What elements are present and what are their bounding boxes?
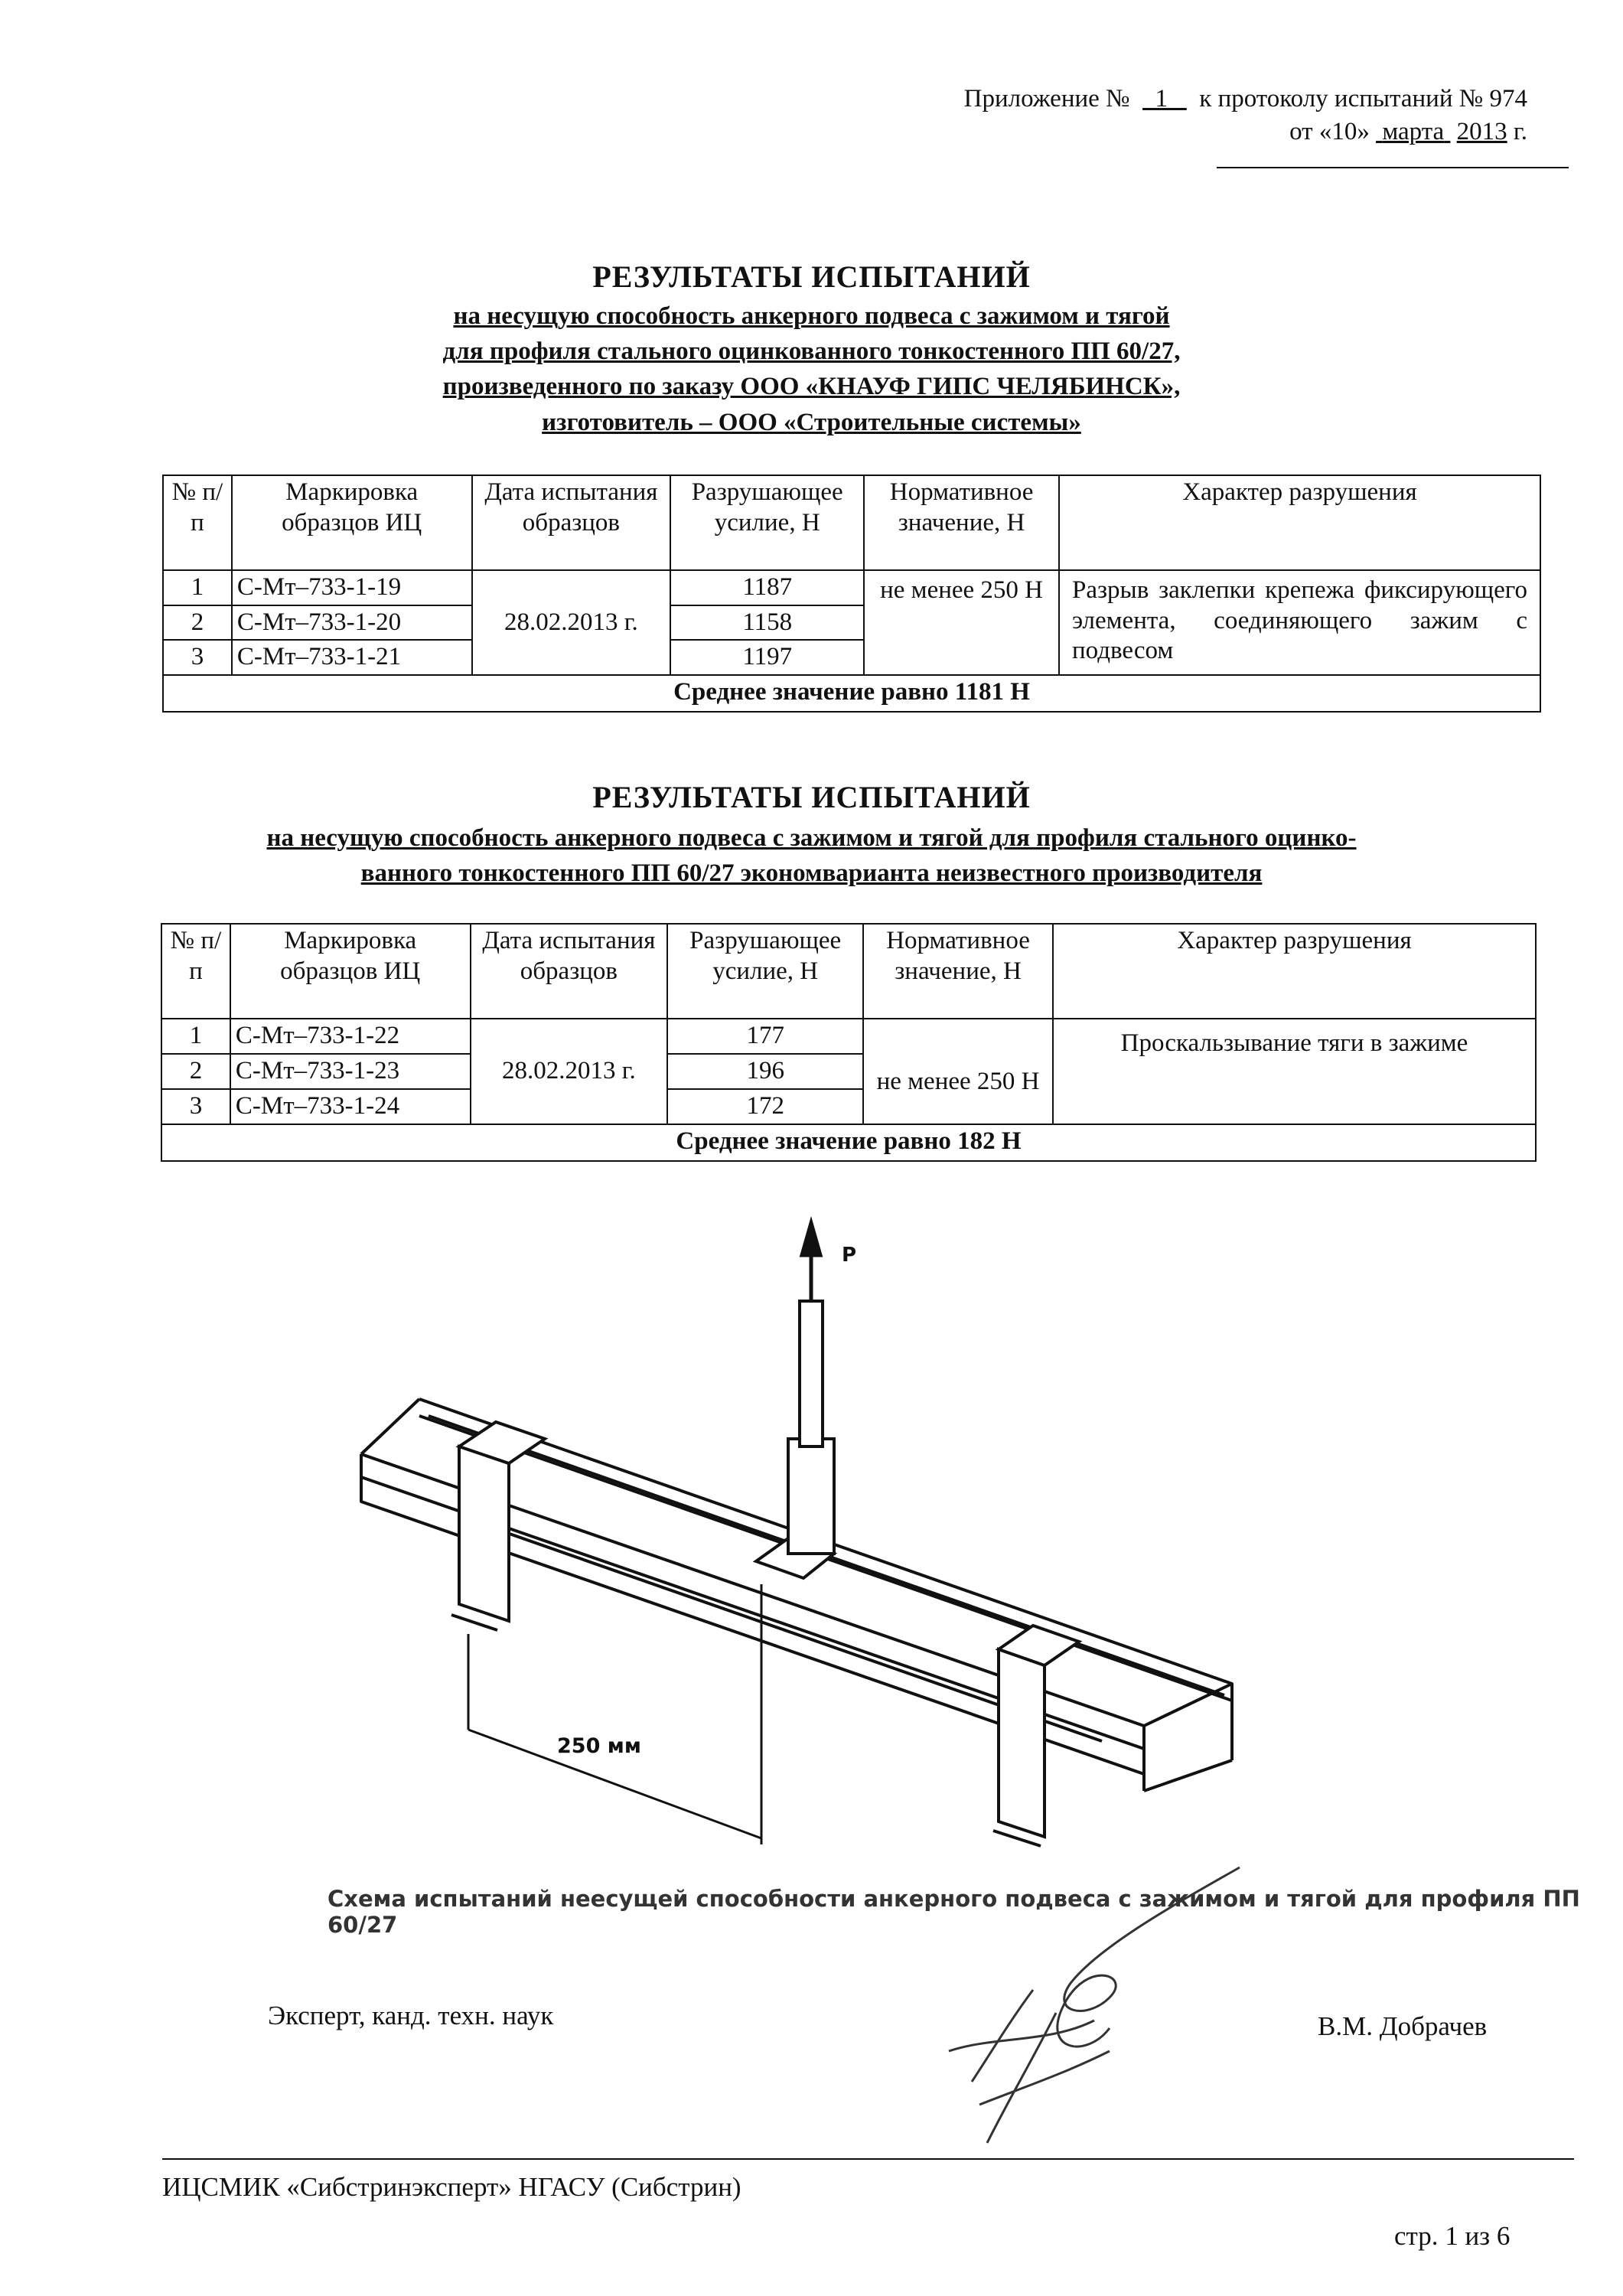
expert-name: В.М. Добрачев	[1318, 2011, 1488, 2041]
table-row: 3 С-Мт–733-1-21 1197	[163, 640, 1540, 675]
table-row: 1 С-Мт–733-1-22 28.02.2013 г. 177 не менее 250 Н Проскальзывание тяги в зажиме	[161, 1019, 1536, 1054]
protocol-number: 974	[1489, 85, 1527, 113]
norm-value: не менее 250 Н	[864, 570, 1059, 675]
failure-description: Проскальзывание тяги в зажиме	[1053, 1019, 1536, 1124]
test-date: 28.02.2013 г.	[471, 1019, 668, 1124]
table-row: 1 С-Мт–733-1-19 28.02.2013 г. 1187 не менее 250 Н Разрыв заклепки крепежа фиксирующего элемента, соединяющего зажим с подвесом	[163, 570, 1540, 605]
norm-value: не менее 250 Н	[863, 1019, 1053, 1124]
col-header: Нормативное значение, Н	[863, 924, 1053, 1019]
col-header: Характер разрушения	[1059, 475, 1540, 570]
section2-subtitle: на несущую способность анкерного подвеса с зажимом и тягой для профиля стального оцинко- ванного тонкостенного ПП 60/27 экономварианта неизвестного производителя	[266, 824, 1357, 888]
section1-subtitle: на несущую способность анкерного подвеса с зажимом и тягой для профиля стального оцинкованного тонкостенного ПП 60/27, произведенного по заказу ООО «КНАУФ ГИПС ЧЕЛЯБИНСК», изготовитель – ООО «Строительные системы»	[442, 302, 1181, 436]
col-header: Нормативное значение, Н	[864, 475, 1059, 570]
col-header: Разрушающее усилие, Н	[667, 924, 863, 1019]
expert-title: Эксперт, канд. техн. наук	[268, 2001, 554, 2030]
table-row: 2 С-Мт–733-1-20 1158	[163, 605, 1540, 641]
failure-description: Разрыв заклепки крепежа фиксирующего элемента, соединяющего зажим с подвесом	[1059, 570, 1540, 675]
col-header: Маркировка образцов ИЦ	[232, 475, 472, 570]
col-header: Дата испытания образцов	[472, 475, 671, 570]
load-label: P	[842, 1244, 857, 1267]
col-header: № п/п	[161, 924, 230, 1019]
col-header: Маркировка образцов ИЦ	[230, 924, 471, 1019]
dimension-label: 250 мм	[557, 1734, 641, 1758]
average-value: Среднее значение равно 182 Н	[161, 1124, 1536, 1161]
page-number: стр. 1 из 6	[1394, 2221, 1511, 2251]
appendix-line-1: Приложение № 1 к протоколу испытаний № 974	[963, 85, 1527, 113]
year: 2013	[1456, 117, 1507, 145]
col-header: Дата испытания образцов	[471, 924, 668, 1019]
average-value: Среднее значение равно 1181 Н	[163, 675, 1540, 712]
appendix-number: 1	[1155, 85, 1168, 113]
dimension-250	[468, 1584, 761, 1844]
appendix-line-2: от «10» марта 2013 г.	[1289, 117, 1527, 145]
test-date: 28.02.2013 г.	[472, 570, 671, 675]
diagram-caption: Схема испытаний неесущей способности анкерного подвеса с зажимом и тягой для профиля ПП 60/27	[328, 1886, 1580, 1938]
footer-rule	[162, 2158, 1574, 2160]
col-header: Характер разрушения	[1053, 924, 1536, 1019]
signature-scribble	[934, 1852, 1255, 2158]
support-right	[993, 1626, 1079, 1846]
table-row: 3 С-Мт–733-1-24 172	[161, 1089, 1536, 1124]
section1-title: РЕЗУЛЬТАТЫ ИСПЫТАНИЙ	[592, 259, 1031, 294]
footer-org: ИЦСМИК «Сибстринэксперт» НГАСУ (Сибстрин)	[162, 2172, 741, 2202]
section2-title: РЕЗУЛЬТАТЫ ИСПЫТАНИЙ	[592, 780, 1031, 814]
table-row: 2 С-Мт–733-1-23 196	[161, 1054, 1536, 1089]
month: марта	[1382, 117, 1445, 145]
col-header: № п/п	[163, 475, 232, 570]
col-header: Разрушающее усилие, Н	[670, 475, 864, 570]
load-arrow	[802, 1223, 820, 1301]
